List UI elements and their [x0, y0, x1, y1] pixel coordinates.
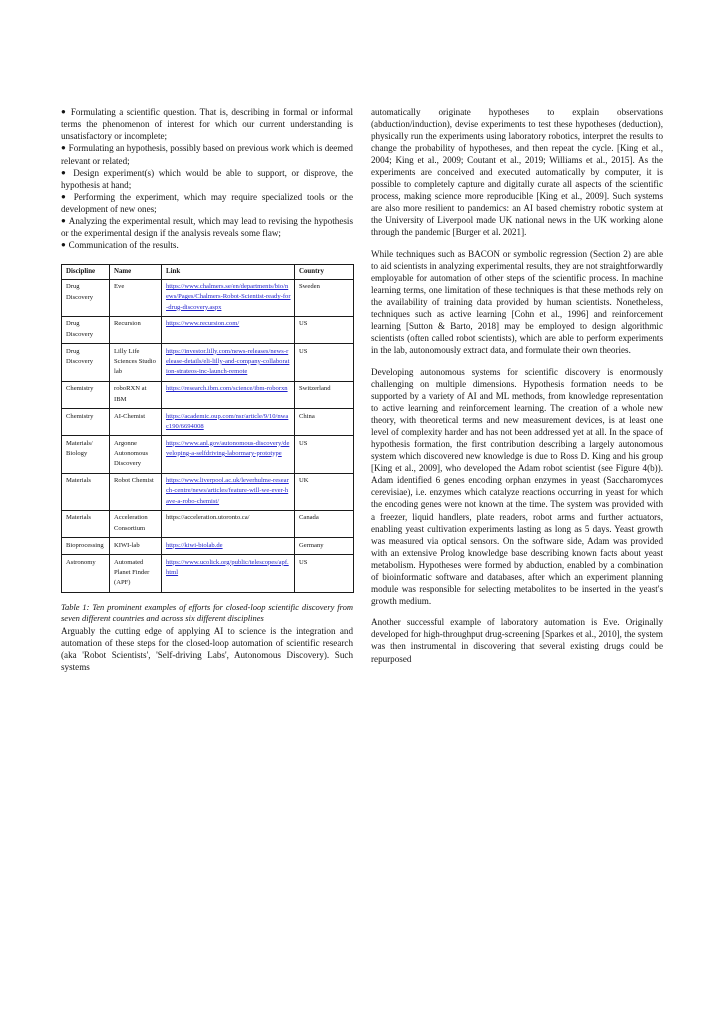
cell-discipline: Drug Discovery [62, 316, 110, 343]
cell-name: Argonne Autonomous Discovery [110, 436, 162, 474]
reference-table [61, 264, 354, 593]
table-row [62, 316, 354, 343]
cell-country: US [295, 316, 354, 343]
table-row [62, 436, 354, 474]
cell-discipline: Materials/ Biology [62, 436, 110, 474]
link-url[interactable]: https://www.liverpool.ac.uk/leverhulme-research-centre/news/articles/feature-will-we-ever-have-a-robo-chemist/ [166, 477, 289, 505]
link-url[interactable]: https://research.ibm.com/science/ibm-roborxn [166, 385, 288, 393]
list-item [61, 142, 353, 166]
list-item-text: Communication of the results. [68, 240, 179, 251]
cell-discipline: Chemistry [62, 409, 110, 436]
table-row [62, 279, 354, 316]
cell-link[interactable] [162, 409, 295, 436]
two-column-layout [61, 106, 663, 683]
cell-country: US [295, 436, 354, 474]
column-header-link: Link [162, 264, 295, 279]
link-url[interactable]: https://www.anl.gov/autonomous-discovery/developing-a-selfdriving-labormary-prototype [166, 439, 290, 457]
list-item [61, 106, 353, 142]
column-header-name: Name [110, 264, 162, 279]
cell-name: Lilly Life Sciences Studio lab [110, 344, 162, 382]
cell-country: Germany [295, 538, 354, 555]
cell-discipline: Drug Discovery [62, 344, 110, 382]
cell-country: US [295, 344, 354, 382]
link-url[interactable]: https://www.ucolick.org/public/telescopes/apf.html [166, 558, 289, 576]
bullet-marker: ● [61, 107, 68, 116]
cell-link[interactable] [162, 279, 295, 316]
cell-name: Recursion [110, 316, 162, 343]
list-item-text: Formulating an hypothesis, possibly based on previous work which is deemed relevant or related; [61, 143, 353, 166]
paragraph-3: Developing autonomous systems for scientific discovery is enormously challenging on multiple dimensions. Hypothesis formation needs to be supported by a variety of AI and ML methods, from knowledge representation to active learning and reinforcement learning. The creation of a whole new theory, with theoretical terms and new measurement devices, is at least one level of complexity harder and has not been addressed yet at all. In the space of hypothesis formation, the first contribution describing a largely autonomous system which discovered new knowledge is due to Ross D. King and his group [King et al., 2009], who developed the Adam robot scientist (see Figure 4(b)). Adam identified 6 genes encoding orphan enzymes in yeast (Saccharomyces cerevisiae), i.e. enzymes which catalyze reactions occurring in yeast for which the encoding genes were not known at the time. The system was provided with a freezer, liquid handlers, plate readers, robot arms and further actuators, enabling yeast cultivation experiments lasting as long as 5 days. Yeast growth was measured via optical sensors. On the software side, Adam was provided with an extensive Prolog knowledge base describing known facts about yeast metabolism. Hypotheses were formed by abduction, enabled by a combination of bioinformatic software and databases, after which an experiment planning module was responsible for selecting metabolites to be inserted in the yeast's growth medium. [371, 366, 663, 606]
table-row [62, 409, 354, 436]
table-row [62, 381, 354, 408]
cell-country: Switzerland [295, 381, 354, 408]
table-row [62, 555, 354, 593]
bullet-marker: ● [61, 167, 69, 177]
table-row [62, 538, 354, 555]
bullet-marker: ● [61, 240, 67, 250]
cell-country: Canada [295, 510, 354, 537]
cell-country: Sweden [295, 279, 354, 316]
list-item [61, 167, 353, 191]
link-url[interactable]: https://www.chalmers.se/en/departments/bio/news/Pages/Chalmers-Robot-Scientist-ready-for-drug-discovery.aspx [166, 283, 291, 311]
list-item [61, 191, 353, 215]
cell-name: Robot Chemist [110, 473, 162, 510]
bullet-marker: ● [61, 191, 69, 201]
cell-link[interactable] [162, 381, 295, 408]
right-column [371, 106, 663, 683]
list-item-text: Analyzing the experimental result, which may lead to revising the hypothesis or the experimental design if the analysis reveals some flaw; [61, 216, 353, 239]
cell-discipline: Chemistry [62, 381, 110, 408]
cell-country: UK [295, 473, 354, 510]
link-url[interactable]: https://www.recursion.com/ [166, 320, 240, 328]
list-item-text: Performing the experiment, which may require specialized tools or the development of new ones; [61, 192, 354, 215]
table-row [62, 510, 354, 537]
paragraph-2: While techniques such as BACON or symbolic regression (Section 2) are able to aid scientists in analyzing experimental results, they are not straightforwardly employable for automation of other steps of the scientific process. In machine learning terms, one limitation of these techniques is that these methods rely on the availability of training data provided by human scientists. Nonetheless, techniques such as active learning [Cohn et al., 1996] and reinforcement learning [Sutton & Barto, 2018] may be employed to design algorithmic scientists (often called robot scientists), which are able to perform experiments in the lab, autonomously extract data, and formulate their own theories. [371, 249, 663, 356]
paragraph-closing: Arguably the cutting edge of applying AI to science is the integration and automation of these steps for the closed-loop automation of scientific research (aka 'Robot Scientists', 'Self-driving Labs', Autonomous Discovery). Such systems [61, 626, 353, 673]
link-url[interactable]: https://kiwi-biolab.de [166, 541, 223, 549]
cell-link[interactable] [162, 510, 295, 537]
cell-link[interactable] [162, 344, 295, 382]
cell-name: KIWI-lab [110, 538, 162, 555]
list-item [61, 239, 353, 251]
bullet-marker: ● [61, 216, 67, 226]
table-header-row [62, 264, 354, 279]
bullet-marker: ● [61, 143, 67, 153]
table-caption: Table 1: Ten prominent examples of efforts for closed-loop scientific discovery from seven different countries and across six different disciplines [61, 601, 353, 624]
link-url[interactable]: https://investor.lilly.com/news-releases/news-release-details/eli-lilly-and-company-collaboration-strateos-inc-launch-remote [166, 347, 290, 376]
cell-name: AI-Chemist [110, 409, 162, 436]
cell-country: China [295, 409, 354, 436]
table-row [62, 473, 354, 510]
cell-name: Automated Planet Finder (APF) [110, 555, 162, 593]
list-item-text: Design experiment(s) which would be able to support, or disprove, the hypothesis at hand; [61, 167, 353, 190]
cell-discipline: Bioprocessing [62, 538, 110, 555]
link-url[interactable]: https://acceleration.utoronto.ca/ [166, 514, 250, 522]
cell-link[interactable] [162, 473, 295, 510]
cell-link[interactable] [162, 538, 295, 555]
cell-discipline: Materials [62, 473, 110, 510]
list-item [61, 215, 353, 239]
cell-discipline: Astronomy [62, 555, 110, 593]
link-url[interactable]: https://academic.oup.com/nsr/article/9/10/nwac190/6694008 [166, 412, 289, 430]
list-item-text: Formulating a scientific question. That is, describing in formal or informal terms the phenomenon of interest for which our current understanding is unsatisfactory or incomplete; [61, 107, 353, 142]
cell-name: roboRXN at IBM [110, 381, 162, 408]
column-header-country: Country [295, 264, 354, 279]
cell-link[interactable] [162, 316, 295, 343]
table-row [62, 344, 354, 382]
paragraph-1: automatically originate hypotheses to explain observations (abduction/induction), devise experiments to test these hypotheses (deduction), physically run the experiments using laboratory robotics, interpret the results to change the probability of hypotheses, and then repeat the cycle. [King et al., 2004; King et al., 2009; Coutant et al., 2019; Williams et al., 2015]. As the experiments are conceived and executed automatically by computer, it is possible to completely capture and digitally curate all aspects of the scientific process, making science more reproducible [King et al., 2009]. Such systems are also more resilient to pandemics: an AI based chemistry robotic system at the University of Liverpool made UK national news in the UK working alone through the pandemic [Burger et al. 2021]. [371, 107, 663, 238]
cell-name: Eve [110, 279, 162, 316]
cell-discipline: Drug Discovery [62, 279, 110, 316]
column-header-discipline: Discipline [62, 264, 110, 279]
cell-name: Acceleration Consortium [110, 510, 162, 537]
cell-discipline: Materials [62, 510, 110, 537]
paragraph-4: Another successful example of laboratory automation is Eve. Originally developed for high-throughput drug-screening [Sparkes et al., 2010], the system was then instrumental in discovering that several existing drugs could be repurposed [371, 617, 663, 664]
cell-link[interactable] [162, 436, 295, 474]
left-column [61, 106, 353, 683]
cell-country: US [295, 555, 354, 593]
cell-link[interactable] [162, 555, 295, 593]
bullet-list [61, 106, 353, 252]
